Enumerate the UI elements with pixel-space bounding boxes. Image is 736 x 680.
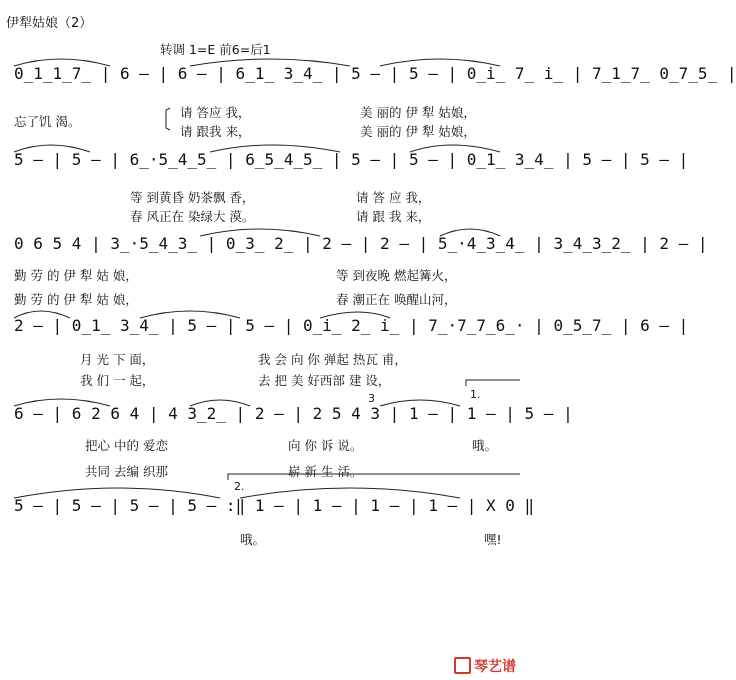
notes-row-1: 0̲1̲1̲7̲ | 6 – | 6 – | 6̲1̲ 3̲4̲ | 5 – | 5 – | 0̲i̲ 7̲ i̲ | 7̲1̲7̲ 0̲7̲5̲ |	[14, 64, 736, 83]
song-title: 伊犁姑娘（2）	[6, 16, 93, 31]
notes-row-2: 5 – | 5 – | 6̲·5̲4̲5̲ | 6̲5̲4̲5̲ | 5 – | 5 – | 0̲1̲ 3̲4̲ | 5 – | 5 – |	[14, 150, 689, 169]
lyric: 春 潮正在 唤醒山河，	[336, 292, 457, 307]
slur	[440, 229, 500, 236]
slur	[200, 229, 320, 236]
lyric: 哦。	[472, 438, 498, 453]
lyric: 月 光 下 面，	[80, 352, 155, 367]
slur	[14, 488, 220, 498]
slur	[14, 59, 110, 66]
ending-2-bracket	[228, 474, 520, 480]
verse-bracket	[166, 108, 170, 130]
lyric: 等 到黄昏 奶茶飘 香，	[130, 190, 255, 205]
slur	[380, 400, 460, 406]
lyric: 春 风正在 染绿大 漠。	[130, 209, 255, 224]
notes-row-5: 6 – | 6 2 6 4 | 4 3̲2̲ | 2 – | 2 5 4 3 | 1 – | 1 – | 5 – |	[14, 404, 573, 423]
lyric: 请 答 应 我，	[356, 190, 431, 205]
triplet-mark: 3	[368, 392, 375, 405]
slur	[14, 399, 110, 406]
ending-2-mark: 2.	[234, 480, 245, 493]
slur	[14, 311, 70, 318]
lyric: 美 丽的 伊 犁 姑娘，	[360, 105, 476, 120]
site-logo: 琴艺谱	[454, 656, 516, 676]
slur	[410, 145, 500, 152]
logo-icon	[454, 657, 471, 674]
slur	[190, 400, 250, 406]
slur	[210, 145, 340, 152]
ending-1-mark: 1.	[470, 388, 481, 401]
lyric: 我 会 向 你 弹起 热瓦 甫，	[258, 352, 407, 367]
slur	[140, 311, 240, 318]
ending-1-bracket	[466, 380, 520, 386]
lyric: 共同 去编 织那	[85, 464, 168, 479]
notes-row-6: 5 – | 5 – | 5 – | 5 – :‖ 1 – | 1 – | 1 – | 1 – | X 0 ‖	[14, 496, 535, 515]
lyric: 哦。	[240, 532, 266, 547]
lyric: 把心 中的 爱恋	[85, 438, 168, 453]
lyric: 请 跟我 来，	[180, 124, 251, 139]
lyric: 嘿!	[484, 532, 502, 547]
lyric: 请 答应 我，	[180, 105, 251, 120]
lyric: 勤 劳 的 伊 犁 姑 娘，	[14, 268, 138, 283]
notes-row-4: 2 – | 0̲1̲ 3̲4̲ | 5 – | 5 – | 0̲i̲ 2̲ i̲ | 7̲·7̲7̲6̲· | 0̲5̲7̲ | 6 – |	[14, 316, 689, 335]
key-signature: 转调 1=E 前6=后1	[160, 42, 271, 57]
slur	[240, 488, 460, 498]
lyric: 崭 新 生 活。	[288, 464, 363, 479]
slur	[14, 145, 90, 152]
lyric: 去 把 美 好西部 建 设，	[258, 373, 391, 388]
lyric: 向 你 诉 说。	[288, 438, 363, 453]
lyric: 请 跟 我 来，	[356, 209, 431, 224]
lyric: 我 们 一 起，	[80, 373, 155, 388]
slur	[320, 312, 390, 318]
lyric: 美 丽的 伊 犁 姑娘，	[360, 124, 476, 139]
lyric: 勤 劳 的 伊 犁 姑 娘，	[14, 292, 138, 307]
lyric: 忘了饥 渴。	[14, 114, 81, 129]
notes-row-3: 0 6 5 4 | 3̲·5̲4̲3̲ | 0̲3̲ 2̲ | 2 – | 2 – | 5̲·4̲3̲4̲ | 3̲4̲3̲2̲ | 2 – |	[14, 234, 708, 253]
lyric: 等 到夜晚 燃起篝火，	[336, 268, 457, 283]
slur	[190, 59, 350, 66]
slur	[380, 59, 500, 66]
